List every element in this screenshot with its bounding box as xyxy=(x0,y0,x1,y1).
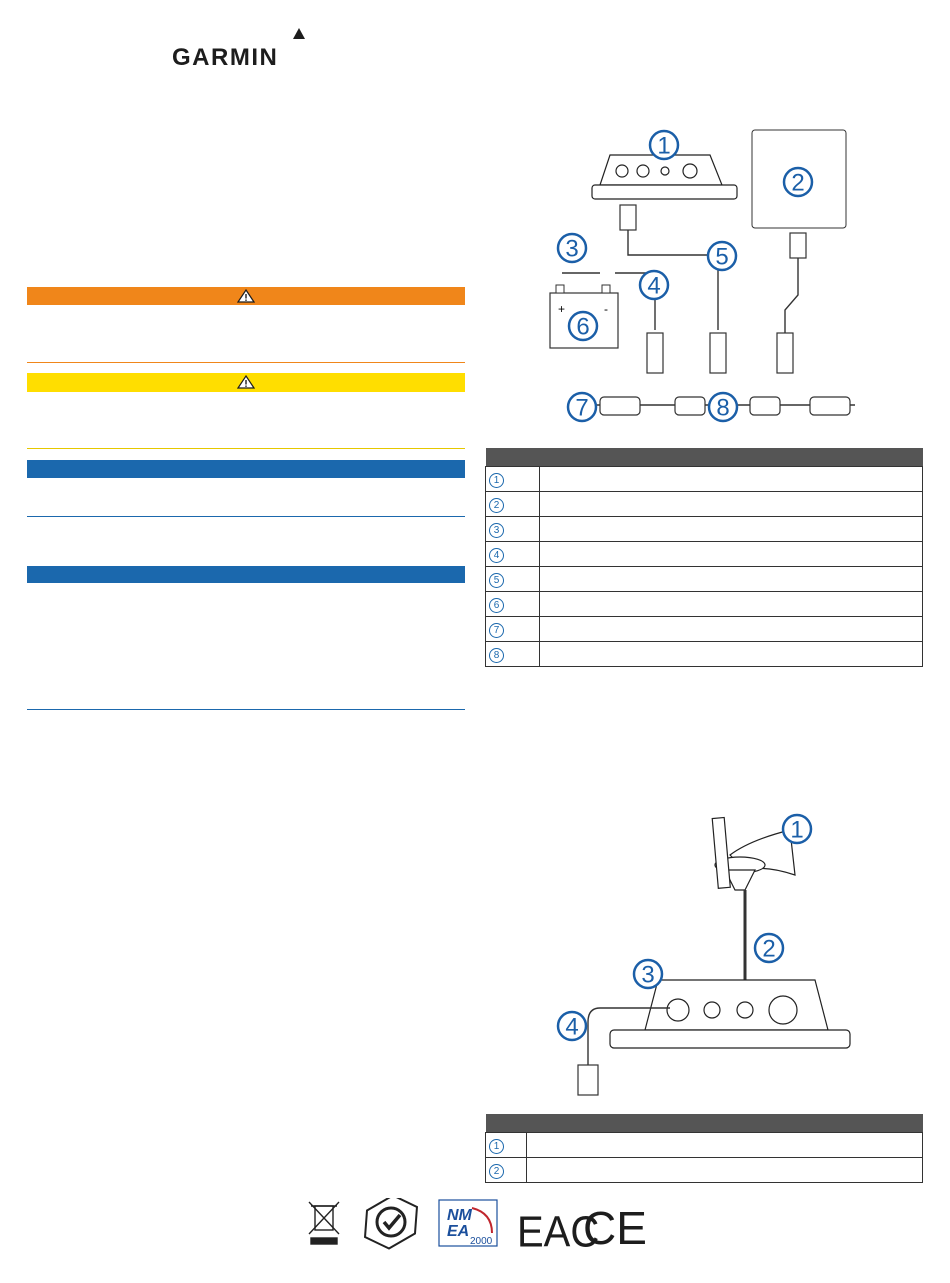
warning-bar xyxy=(27,287,465,305)
svg-text:2: 2 xyxy=(791,169,805,197)
nmea-text-1: NM xyxy=(447,1207,472,1224)
table-row xyxy=(486,542,923,567)
callout-5 xyxy=(708,242,736,271)
svg-text:8: 8 xyxy=(716,394,730,422)
table-header-cell xyxy=(486,1114,527,1133)
svg-text:5: 5 xyxy=(715,243,729,271)
item-number: 6 xyxy=(489,598,504,613)
svg-text:3: 3 xyxy=(565,235,579,263)
svg-text:1: 1 xyxy=(657,132,671,160)
garmin-logo xyxy=(172,24,322,72)
parts-table-1 xyxy=(485,448,923,667)
table-cell xyxy=(540,492,923,517)
item-number: 1 xyxy=(489,473,504,488)
table-cell xyxy=(540,592,923,617)
callout-6 xyxy=(569,312,597,341)
table-row xyxy=(486,592,923,617)
battery-plus-label: + xyxy=(558,302,566,316)
caution-triangle-icon xyxy=(237,375,255,389)
callout-1 xyxy=(783,815,811,844)
table-cell xyxy=(540,467,923,492)
warning-triangle-icon xyxy=(237,289,255,303)
warning-divider xyxy=(27,362,465,363)
nmea-2000-icon xyxy=(439,1200,497,1247)
parts-table-2 xyxy=(485,1114,923,1183)
callout-7 xyxy=(568,393,596,422)
item-number: 8 xyxy=(489,648,504,663)
caution-divider xyxy=(27,448,465,449)
callout-4 xyxy=(640,271,668,300)
eac-mark: EAC xyxy=(517,1206,600,1250)
wind-sensor-diagram xyxy=(550,810,860,1110)
instrument-device xyxy=(610,980,850,1048)
callout-2 xyxy=(784,168,812,197)
notice-divider-2 xyxy=(27,709,465,710)
notice-bar-1 xyxy=(27,460,465,478)
callout-4 xyxy=(558,1012,586,1041)
svg-text:2: 2 xyxy=(762,935,776,963)
svg-text:1: 1 xyxy=(790,816,804,844)
item-number: 3 xyxy=(489,523,504,538)
cable-connector xyxy=(578,1065,598,1095)
table-row xyxy=(486,492,923,517)
network-connectors xyxy=(600,205,850,415)
table-row xyxy=(486,1133,923,1158)
table-header-row xyxy=(486,448,923,467)
table-cell xyxy=(540,517,923,542)
item-number: 2 xyxy=(489,498,504,513)
rcm-mark-icon xyxy=(354,1198,428,1250)
svg-text:6: 6 xyxy=(576,313,590,341)
callout-8 xyxy=(709,393,737,422)
logo-triangle-icon xyxy=(293,28,305,39)
table-row xyxy=(486,567,923,592)
item-number: 5 xyxy=(489,573,504,588)
table-cell xyxy=(540,542,923,567)
notice-bar-2 xyxy=(27,566,465,583)
table-row xyxy=(486,617,923,642)
caution-bar xyxy=(27,373,465,392)
weee-bin-icon xyxy=(309,1202,339,1244)
item-number: 1 xyxy=(489,1139,504,1154)
table-cell xyxy=(527,1158,923,1183)
table-cell xyxy=(540,617,923,642)
table-row xyxy=(486,517,923,542)
callout-2 xyxy=(755,934,783,963)
table-header-cell xyxy=(486,448,540,467)
svg-text:7: 7 xyxy=(575,394,589,422)
nmea-text-2: EA xyxy=(447,1223,470,1240)
wind-instrument-device xyxy=(592,155,737,199)
table-header-cell xyxy=(527,1114,923,1133)
table-header-cell xyxy=(540,448,923,467)
svg-text:3: 3 xyxy=(641,961,655,989)
battery-minus-label: - xyxy=(604,302,608,316)
callout-1 xyxy=(650,131,678,160)
item-number: 7 xyxy=(489,623,504,638)
svg-text:4: 4 xyxy=(647,272,661,300)
table-row xyxy=(486,642,923,667)
svg-text:4: 4 xyxy=(565,1013,579,1041)
ce-mark: CE xyxy=(583,1202,647,1250)
nmea-year: 2000 xyxy=(470,1236,493,1247)
notice-divider-1 xyxy=(27,516,465,517)
item-number: 4 xyxy=(489,548,504,563)
item-number: 2 xyxy=(489,1164,504,1179)
table-cell xyxy=(540,567,923,592)
table-row xyxy=(486,467,923,492)
table-row xyxy=(486,1158,923,1183)
certification-marks xyxy=(307,1198,647,1250)
network-wiring-diagram xyxy=(540,125,870,440)
table-cell xyxy=(540,642,923,667)
logo-wordmark: GARMIN xyxy=(172,44,279,71)
callout-3 xyxy=(558,234,586,263)
callout-3 xyxy=(634,960,662,989)
table-header-row xyxy=(486,1114,923,1133)
table-cell xyxy=(527,1133,923,1158)
